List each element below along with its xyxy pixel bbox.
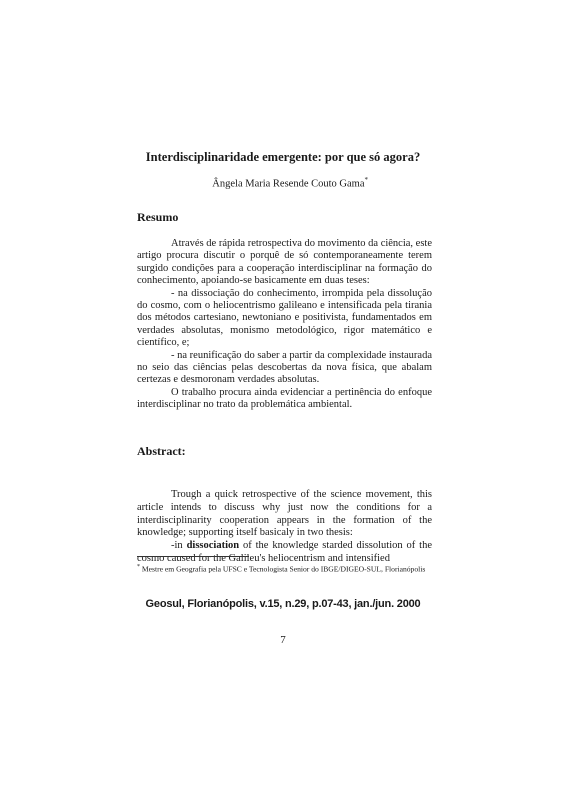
footnote-text: Mestre em Geografia pela UFSC e Tecnologista Senior do IBGE/DIGEO-SUL, Florianópolis	[141, 564, 426, 574]
resumo-paragraph-1: Através de rápida retrospectiva do movimento da ciência, este artigo procura discutir o porquê de só contemporaneamente terem surgido condições para a cooperação interdisciplinar na formação do conhecimento, apoiando-se basicamente em duas teses:	[137, 238, 432, 287]
journal-citation: Geosul, Florianópolis, v.15, n.29, p.07-43, jan./jun. 2000	[145, 598, 421, 610]
footnote-divider	[137, 556, 249, 557]
abstract-p2-rest: of the knowledge starded dissolution of the cosmo caused for the Galileu's heliocentrism and intensified	[137, 540, 432, 564]
abstract-paragraph-1: Trough a quick retrospective of the science movement, this article intends to discuss why just now the conditions for a interdisciplinarity cooperation appears in the formation of the knowledge; supporting itself basicaly in two thesis:	[137, 489, 432, 539]
author-line	[212, 176, 368, 190]
resumo-paragraph-2: - na dissociação do conhecimento, irrompida pela dissolução do cosmo, com o heliocentrismo galileano e intensificada pela tirania dos métodos cartesiano, newtoniano e positivista, fundamentados em verdades absolutas, monismo metodológico, rigor matemático e científico, e;	[137, 287, 432, 349]
author-name: Ângela Maria Resende Couto Gama	[212, 178, 365, 190]
footnote-mark: *	[137, 564, 140, 570]
footnote	[137, 562, 437, 575]
article-title: Interdisciplinaridade emergente: por que só agora?	[145, 150, 421, 164]
resumo-heading: Resumo	[137, 210, 179, 224]
abstract-p2-prefix: -in	[171, 540, 187, 552]
abstract-p2-bold-term: dissociation	[186, 540, 240, 552]
author-footnote-mark: *	[364, 176, 368, 184]
resumo-body	[137, 238, 432, 412]
abstract-heading: Abstract:	[137, 444, 186, 458]
resumo-paragraph-3: - na reunificação do saber a partir da complexidade instaurada no seio das ciências pelas descobertas da nova física, que abalam certezas e desmoronam verdades absolutas.	[137, 349, 432, 386]
resumo-paragraph-4: O trabalho procura ainda evidenciar a pertinência do enfoque interdisciplinar no trato da problemática ambiental.	[137, 386, 432, 411]
page-number: 7	[280, 634, 286, 646]
abstract-body	[137, 489, 432, 566]
